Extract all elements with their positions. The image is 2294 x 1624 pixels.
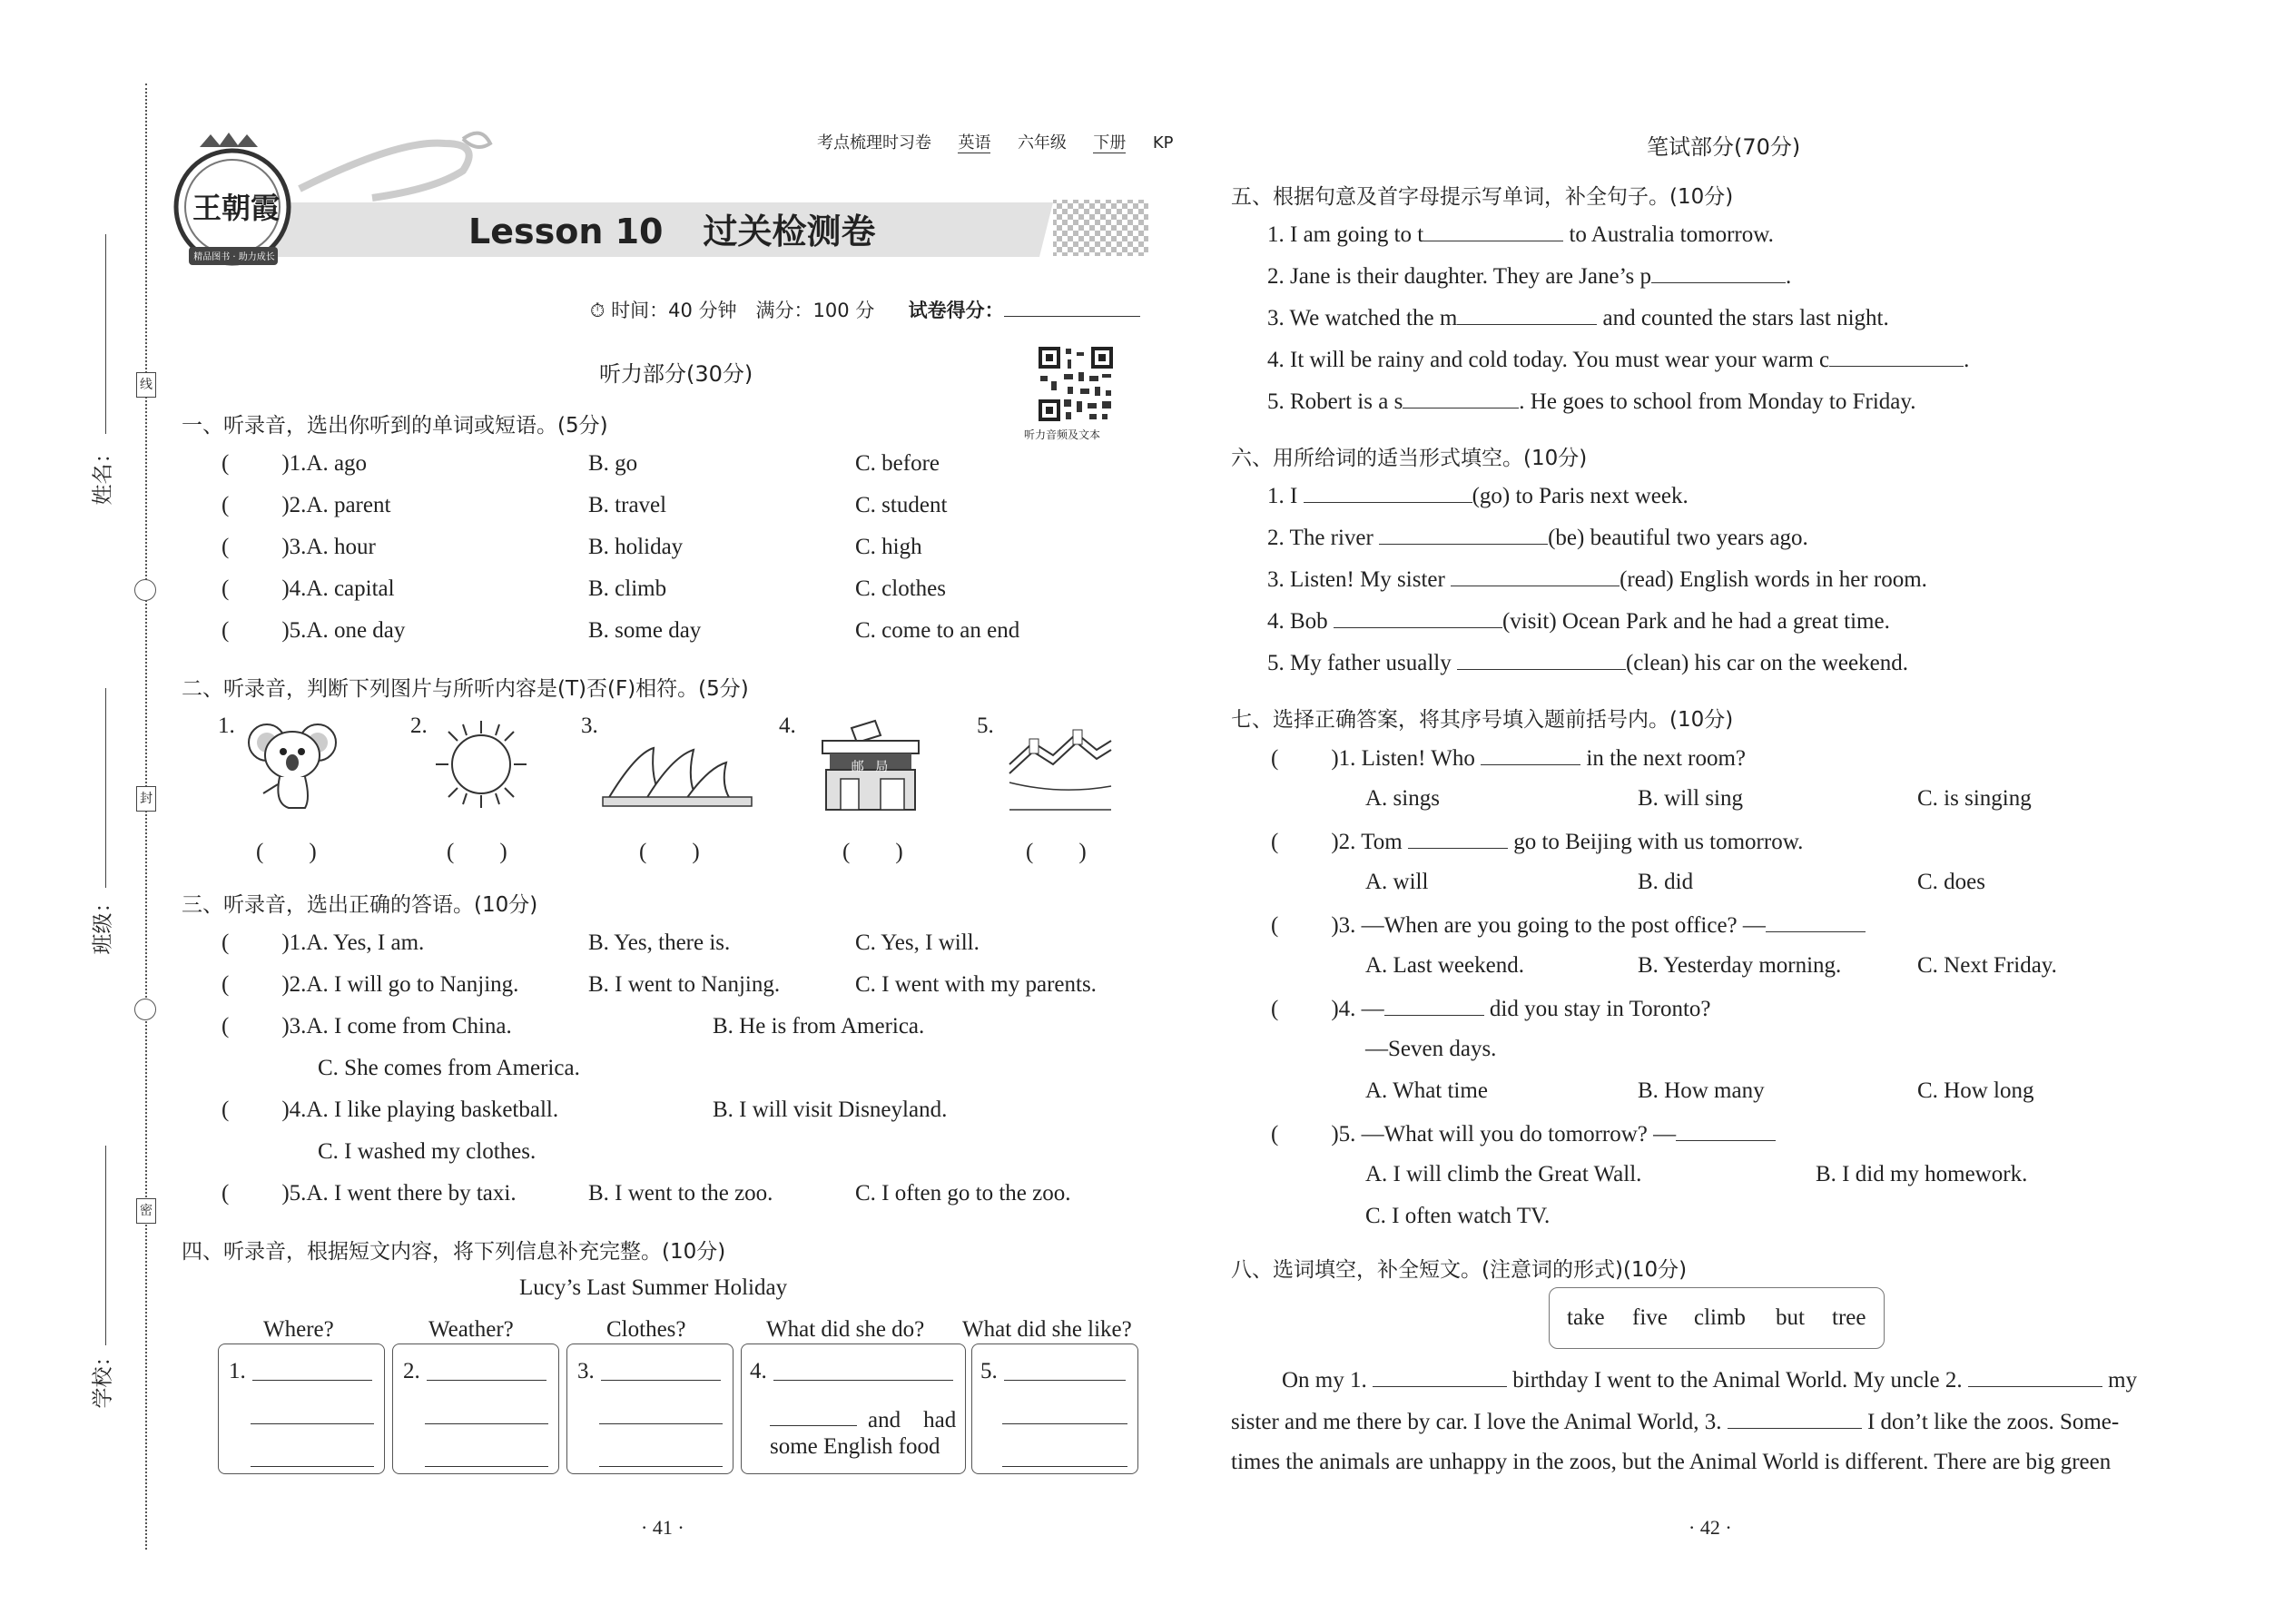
- option-a: A. sings: [1365, 786, 1440, 811]
- option-c: C. Yes, I will.: [855, 930, 980, 955]
- grade: 六年级: [1017, 133, 1067, 153]
- answer-blank[interactable]: [1829, 346, 1964, 367]
- section-4-title: 四、听录音，根据短文内容，将下列信息补充完整。(10分): [182, 1240, 726, 1264]
- picture-number: 5.: [977, 714, 994, 738]
- word-bank-item: tree: [1832, 1305, 1866, 1330]
- binding-mark-seal: 封: [136, 786, 156, 812]
- question-row: 4. It will be rainy and cold today. You must wear your warm c .: [1267, 348, 1970, 372]
- option-c: C. high: [855, 535, 922, 559]
- answer-blank[interactable]: [1457, 304, 1597, 325]
- answer-blank[interactable]: [1408, 828, 1508, 849]
- question-row: ( )3. —When are you going to the post office? —: [1271, 911, 1866, 939]
- picture-number: 1.: [218, 714, 235, 738]
- answer-blank[interactable]: [1002, 1466, 1127, 1467]
- answer-blank[interactable]: [1968, 1366, 2102, 1387]
- answer-blank[interactable]: [1676, 1120, 1776, 1141]
- answer-paren[interactable]: ( ): [639, 840, 700, 864]
- series-info: [817, 130, 1174, 153]
- column-header: Weather?: [428, 1317, 514, 1342]
- answer-blank[interactable]: [1651, 262, 1786, 283]
- question-row: ( )4. — did you stay in Toronto?: [1271, 997, 1711, 1021]
- answer-blank[interactable]: [599, 1466, 723, 1467]
- section-2-title: 二、听录音，判断下列图片与所听内容是(T)否(F)相符。(5分): [182, 677, 749, 701]
- lesson-label: Lesson 10: [468, 212, 664, 251]
- option-b: B. holiday: [588, 535, 684, 559]
- binding-mark-secret: 密: [136, 1198, 156, 1224]
- picture-number: 4.: [779, 714, 796, 738]
- picture-number: 3.: [581, 714, 598, 738]
- question-row: ( )1.A. Yes, I am.: [222, 930, 425, 955]
- time-info: 时间：40 分钟 满分：100 分: [611, 300, 875, 321]
- option-a: A. will: [1365, 870, 1429, 894]
- opera-house-icon: [599, 744, 755, 812]
- passage-line: times the animals are unhappy in the zoos, but the Animal World is different. There are big green: [1231, 1450, 2112, 1474]
- answer-blank[interactable]: [1304, 482, 1472, 503]
- option-c: C. does: [1917, 870, 1985, 894]
- question-row: ( )3.A. hour: [222, 535, 376, 559]
- box4-food: some English food: [770, 1434, 940, 1459]
- answer-blank[interactable]: [425, 1466, 548, 1467]
- option-c: C. She comes from America.: [318, 1056, 580, 1080]
- word-bank-item: five: [1632, 1305, 1668, 1330]
- written-title: 笔试部分(70分): [1647, 134, 1801, 160]
- option-c: C. clothes: [855, 576, 946, 601]
- option-b: B. I went to Nanjing.: [588, 972, 781, 997]
- page-title: [468, 203, 876, 253]
- binding-mark-line: 线: [136, 372, 156, 398]
- question-row: ( )1. Listen! Who in the next room?: [1271, 746, 1747, 771]
- blank-number: 1.: [229, 1359, 246, 1383]
- name-blank[interactable]: [105, 234, 106, 434]
- passage-title: Lucy’s Last Summer Holiday: [519, 1275, 788, 1300]
- answer-paren[interactable]: ( ): [447, 840, 507, 864]
- answer-blank[interactable]: [1002, 1423, 1127, 1424]
- brand-tagline: 精品图书 · 助力成长: [193, 252, 275, 262]
- question-row: 1. I (go) to Paris next week.: [1267, 484, 1689, 508]
- option-b: B. I will visit Disneyland.: [713, 1097, 948, 1122]
- answer-blank[interactable]: [599, 1423, 723, 1424]
- question-row: ( )1.A. ago: [222, 451, 368, 476]
- option-b: B. travel: [588, 493, 667, 517]
- question-row: 2. The river (be) beautiful two years ago.: [1267, 526, 1808, 550]
- section-3-title: 三、听录音，选出正确的答语。(10分): [182, 893, 538, 917]
- blank-number: 2.: [403, 1359, 420, 1383]
- answer-blank[interactable]: [252, 1380, 372, 1381]
- koala-icon: [247, 717, 338, 817]
- box4-and: and had: [868, 1408, 957, 1432]
- binding-line: [145, 84, 147, 1550]
- answer-blank[interactable]: [1384, 995, 1484, 1016]
- answer-blank[interactable]: [1423, 221, 1563, 241]
- option-a: A. I will climb the Great Wall.: [1365, 1162, 1642, 1186]
- blank-number: 3.: [577, 1359, 595, 1383]
- option-b: B. I did my homework.: [1816, 1162, 2028, 1186]
- answer-blank[interactable]: [1403, 388, 1519, 408]
- binding-seal-icon: [134, 999, 156, 1020]
- option-c: C. I went with my parents.: [855, 972, 1097, 997]
- page-number-right: · 42 ·: [1689, 1516, 1732, 1539]
- score-label: 试卷得分：: [908, 300, 1004, 321]
- option-c: C. I often go to the zoo.: [855, 1181, 1071, 1206]
- section-8-title: 八、选词填空，补全短文。(注意词的形式)(10分): [1231, 1258, 1688, 1282]
- listening-title: 听力部分(30分): [599, 361, 753, 387]
- edition: KP: [1152, 133, 1174, 153]
- question-row: 3. We watched the m and counted the stars last night.: [1267, 306, 1889, 330]
- option-c: C. is singing: [1917, 786, 2032, 811]
- question-row: ( )4.A. capital: [222, 576, 395, 601]
- option-b: B. Yes, there is.: [588, 930, 731, 955]
- answer-paren[interactable]: ( ): [842, 840, 903, 864]
- question-row: ( )4.A. I like playing basketball.: [222, 1097, 559, 1122]
- answer-blank[interactable]: [770, 1425, 857, 1426]
- answer-blank[interactable]: [425, 1423, 548, 1424]
- volume: 下册: [1093, 133, 1127, 153]
- binding-seal-icon: [134, 579, 156, 601]
- answer-blank[interactable]: [1004, 1380, 1126, 1381]
- column-header: What did she like?: [962, 1317, 1132, 1342]
- option-b: B. How many: [1638, 1078, 1765, 1103]
- section-6-title: 六、用所给词的适当形式填空。(10分): [1231, 447, 1588, 470]
- option-a: A. Last weekend.: [1365, 953, 1524, 978]
- option-b: B. climb: [588, 576, 667, 601]
- answer-paren[interactable]: ( ): [256, 840, 317, 864]
- question-row: ( )2.A. I will go to Nanjing.: [222, 972, 519, 997]
- answer-blank[interactable]: [773, 1380, 953, 1381]
- section-1-title: 一、听录音，选出你听到的单词或短语。(5分): [182, 414, 608, 438]
- test-title: 过关检测卷: [703, 212, 876, 251]
- question-row: 4. Bob (visit) Ocean Park and he had a great time.: [1267, 609, 1890, 634]
- question-row: 1. I am going to t to Australia tomorrow.: [1267, 222, 1774, 247]
- dialogue-reply: —Seven days.: [1365, 1037, 1497, 1061]
- column-header: Clothes?: [606, 1317, 686, 1342]
- name-label: 姓名：: [91, 442, 115, 506]
- option-b: B. I went to the zoo.: [588, 1181, 773, 1206]
- passage-line: sister and me there by car. I love the Animal World, 3. I don’t like the zoos. Some-: [1231, 1410, 2120, 1434]
- option-c: C. I washed my clothes.: [318, 1139, 537, 1164]
- option-c: C. before: [855, 451, 940, 476]
- answer-blank[interactable]: [601, 1380, 721, 1381]
- answer-blank[interactable]: [1481, 744, 1580, 765]
- answer-blank[interactable]: [1766, 911, 1866, 932]
- option-b: B. will sing: [1638, 786, 1743, 811]
- qr-code-icon: [1037, 345, 1115, 423]
- score-blank[interactable]: [1004, 296, 1140, 317]
- question-row: 2. Jane is their daughter. They are Jane’s p .: [1267, 264, 1792, 289]
- question-row: 5. Robert is a s . He goes to school from Monday to Friday.: [1267, 389, 1916, 414]
- page-number-left: · 41 ·: [641, 1516, 684, 1539]
- clock-icon: ⏱: [590, 300, 605, 321]
- class-label: 班级：: [91, 891, 115, 955]
- word-bank-item: take: [1567, 1305, 1605, 1330]
- answer-blank[interactable]: [427, 1380, 546, 1381]
- subject: 英语: [958, 133, 991, 153]
- exam-info: [590, 296, 1140, 323]
- option-c: C. student: [855, 493, 948, 517]
- option-b: B. go: [588, 451, 638, 476]
- blank-number: 5.: [980, 1359, 998, 1383]
- question-row: ( )2.A. parent: [222, 493, 391, 517]
- great-wall-icon: [1006, 723, 1115, 817]
- question-row: ( )3.A. I come from China.: [222, 1014, 512, 1038]
- section-5-title: 五、根据句意及首字母提示写单词，补全句子。(10分): [1231, 185, 1734, 209]
- answer-blank[interactable]: [1373, 1366, 1507, 1387]
- option-c: C. I often watch TV.: [1365, 1204, 1551, 1228]
- column-header: Where?: [263, 1317, 334, 1342]
- word-bank-item: but: [1776, 1305, 1805, 1330]
- series-name: 考点梳理时习卷: [817, 133, 931, 153]
- answer-blank[interactable]: [1457, 649, 1626, 670]
- option-c: C. How long: [1917, 1078, 2034, 1103]
- question-row: 5. My father usually (clean) his car on the weekend.: [1267, 651, 1908, 675]
- question-row: ( )5. —What will you do tomorrow? —: [1271, 1120, 1776, 1147]
- blank-number: 4.: [750, 1359, 767, 1383]
- option-c: C. Next Friday.: [1917, 953, 2057, 978]
- word-bank-item: climb: [1694, 1305, 1746, 1330]
- column-header: What did she do?: [766, 1317, 925, 1342]
- section-7-title: 七、选择正确答案，将其序号填入题前括号内。(10分): [1231, 708, 1734, 732]
- answer-blank[interactable]: [1334, 607, 1502, 628]
- option-b: B. did: [1638, 870, 1694, 894]
- question-row: ( )5.A. one day: [222, 618, 406, 643]
- qr-caption: 听力音频及文本: [1024, 428, 1101, 441]
- answer-blank[interactable]: [1451, 566, 1620, 586]
- option-b: B. He is from America.: [713, 1014, 925, 1038]
- school-label: 学校：: [91, 1345, 115, 1409]
- school-blank[interactable]: [105, 1146, 106, 1345]
- question-row: ( )5.A. I went there by taxi.: [222, 1181, 517, 1206]
- class-blank[interactable]: [105, 688, 106, 888]
- question-row: ( )2. Tom go to Beijing with us tomorrow.: [1271, 830, 1804, 854]
- answer-paren[interactable]: ( ): [1026, 840, 1087, 864]
- option-b: B. some day: [588, 618, 702, 643]
- post-office-sign: 邮 局: [851, 760, 892, 774]
- answer-blank[interactable]: [251, 1466, 374, 1467]
- answer-blank[interactable]: [1379, 524, 1548, 545]
- option-a: A. What time: [1365, 1078, 1488, 1103]
- passage-line: On my 1. birthday I went to the Animal World. My uncle 2. my: [1282, 1368, 2138, 1393]
- answer-blank[interactable]: [1728, 1408, 1862, 1429]
- answer-blank[interactable]: [251, 1423, 374, 1424]
- sun-icon: [434, 719, 528, 810]
- picture-number: 2.: [410, 714, 428, 738]
- brand-name: 王朝霞: [192, 191, 281, 225]
- question-row: 3. Listen! My sister (read) English words in her room.: [1267, 567, 1927, 592]
- option-b: B. Yesterday morning.: [1638, 953, 1842, 978]
- option-c: C. come to an end: [855, 618, 1020, 643]
